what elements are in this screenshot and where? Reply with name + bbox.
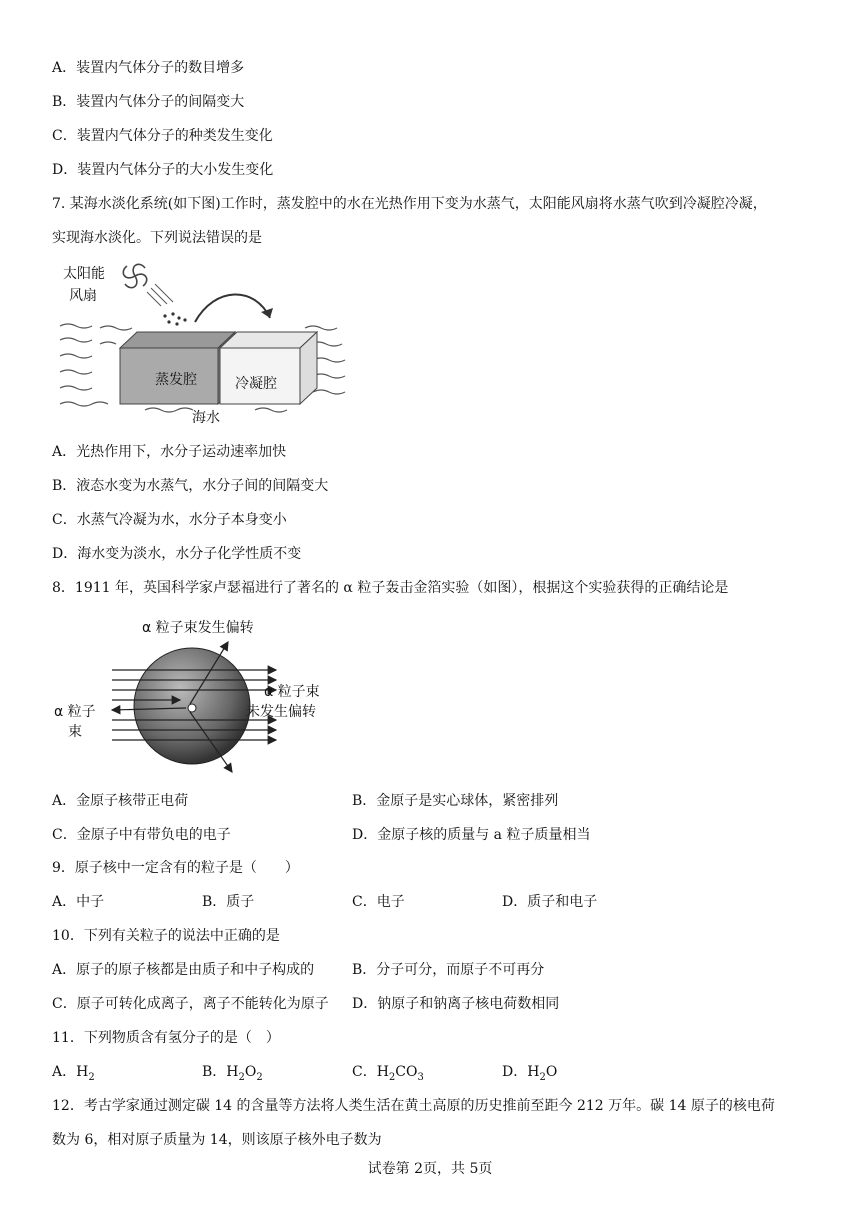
rutherford-figure (50, 612, 340, 780)
q7-option-c: C．水蒸气冷凝为水，水分子本身变小 (52, 512, 287, 528)
q9-stem: 9．原子核中一定含有的粒子是（ ） (52, 860, 299, 876)
q10-option-d: D．钠原子和钠离子核电荷数相同 (352, 996, 560, 1012)
q8-option-c: C．金原子中有带负电的电子 (52, 827, 231, 843)
fan-label-line1: 太阳能 (63, 266, 105, 282)
q7-stem-line2: 实现海水淡化。下列说法错误的是 (52, 230, 262, 246)
q10-option-a: A．原子的原子核都是由质子和中子构成的 (52, 962, 315, 978)
page-footer: 试卷第 2页，共 5页 (367, 1161, 493, 1177)
q9-option-a: A．中子 (52, 894, 105, 910)
q10-stem: 10．下列有关粒子的说法中正确的是 (52, 928, 280, 944)
q11-option-a: A．$H_2$ (52, 1064, 95, 1083)
q11-option-c: C．$H_2CO_3$ (352, 1064, 424, 1083)
beam-label-line1: α 粒子 (54, 704, 96, 720)
q6-option-c: C．装置内气体分子的种类发生变化 (52, 128, 273, 144)
beam-label-line2: 束 (68, 724, 82, 740)
q11-option-b: B．$H_2O_2$ (202, 1064, 263, 1083)
evap-chamber-label: 蒸发腔 (155, 372, 197, 388)
q6-option-b: B．装置内气体分子的间隔变大 (52, 94, 245, 110)
desalination-figure (55, 258, 355, 428)
q6-option-d: D．装置内气体分子的大小发生变化 (52, 162, 274, 178)
q8-stem: 8．1911 年，英国科学家卢瑟福进行了著名的 α 粒子轰击金箔实验（如图），根据这个实验获得的正确结论是 (52, 580, 729, 596)
q7-option-b: B．液态水变为水蒸气，水分子间的间隔变大 (52, 478, 329, 494)
q6-option-a: A．装置内气体分子的数目增多 (52, 60, 245, 76)
q8-option-d: D．金原子核的质量与 a 粒子质量相当 (352, 827, 591, 843)
q12-line1: 12．考古学家通过测定碳 14 的含量等方法将人类生活在黄土高原的历史推前至距今 212 万年。碳 14 原子的核电荷 (52, 1098, 775, 1114)
q11-option-d: D．$H_2O$ (502, 1064, 558, 1083)
q10-option-c: C．原子可转化成离子，离子不能转化为原子 (52, 996, 329, 1012)
q7-option-a: A．光热作用下，水分子运动速率加快 (52, 444, 287, 460)
q7-stem-line1: 7. 某海水淡化系统(如下图)工作时，蒸发腔中的水在光热作用下变为水蒸气，太阳能风扇将水蒸气吹到冷凝腔冷凝， (52, 196, 767, 212)
q8-option-b: B．金原子是实心球体，紧密排列 (352, 793, 559, 809)
q8-option-a: A．金原子核带正电荷 (52, 793, 189, 809)
seawater-label: 海水 (192, 410, 220, 426)
cond-chamber-label: 冷凝腔 (235, 376, 277, 392)
q11-stem: 11．下列物质含有氢分子的是（ ） (52, 1030, 280, 1046)
q9-option-b: B．质子 (202, 894, 255, 910)
q9-option-c: C．电子 (352, 894, 405, 910)
solar-fan-icon (123, 264, 146, 287)
deflect-label: α 粒子束发生偏转 (142, 620, 254, 636)
q9-option-d: D．质子和电子 (502, 894, 598, 910)
q7-option-d: D．海水变为淡水，水分子化学性质不变 (52, 546, 302, 562)
q10-option-b: B．分子可分，而原子不可再分 (352, 962, 545, 978)
no-deflect-label-line1: α 粒子束 (264, 684, 320, 700)
no-deflect-label-line2: 未发生偏转 (246, 704, 316, 720)
fan-label-line2: 风扇 (69, 288, 97, 304)
q12-line2: 数为 6，相对原子质量为 14，则该原子核外电子数为 (52, 1132, 382, 1148)
